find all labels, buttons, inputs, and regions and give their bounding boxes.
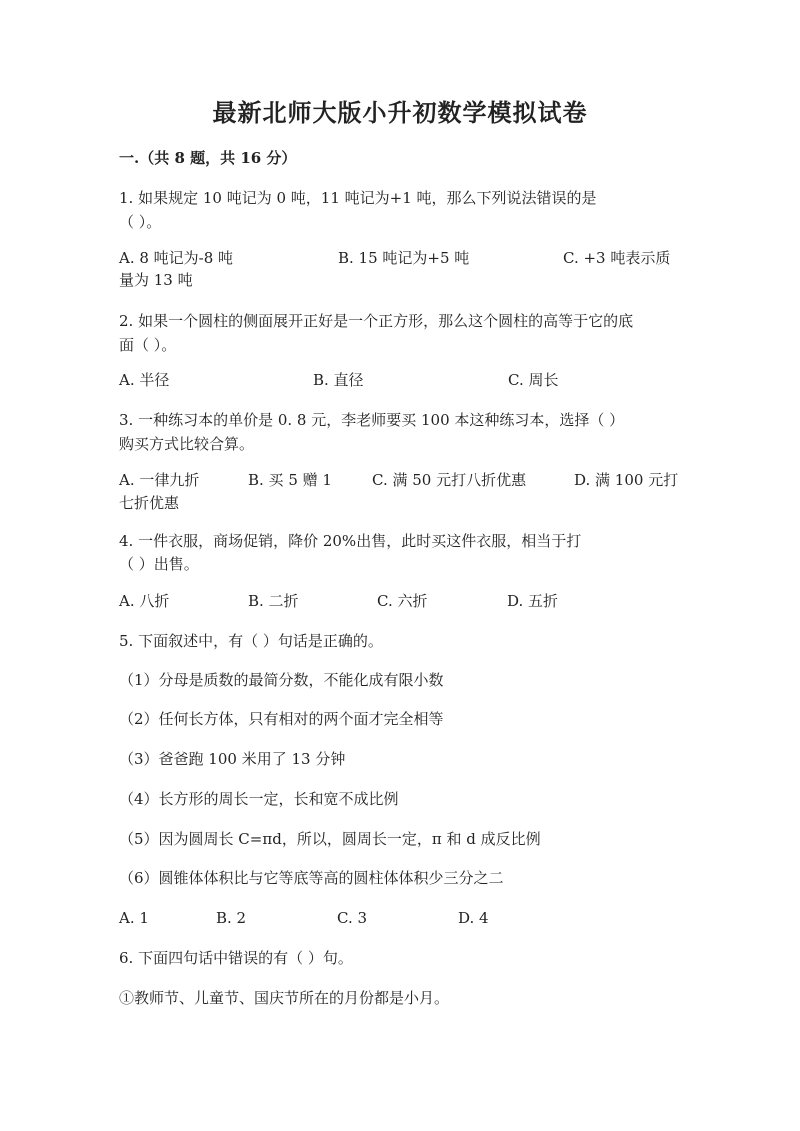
question-2-blank: 面（ ）。 [119,336,177,354]
question-3-option-a: A. 一律九折 [119,471,200,489]
question-5-option-b: B. 2 [216,909,247,927]
question-5-statement-2: （2）任何长方体，只有相对的两个面才完全相等 [119,710,444,728]
question-3-text-continued: 购买方式比较合算。 [119,435,255,453]
question-5-option-a: A. 1 [119,909,149,927]
question-5-statement-6: （6）圆锥体体积比与它等底等高的圆柱体体积少三分之二 [119,869,504,887]
question-5-text: 5. 下面叙述中，有（ ）句话是正确的。 [119,632,383,650]
question-4-blank: （ ）出售。 [119,555,199,573]
question-5-option-d: D. 4 [458,909,489,927]
page-title: 最新北师大版小升初数学模拟试卷 [212,98,588,127]
question-1-option-c-continued: 量为 13 吨 [119,271,193,289]
question-5-statement-3: （3）爸爸跑 100 米用了 13 分钟 [119,750,346,768]
question-4-option-a: A. 八折 [119,592,170,610]
question-5-statement-4: （4）长方形的周长一定，长和宽不成比例 [119,790,399,808]
question-1-text: 1. 如果规定 10 吨记为 0 吨，11 吨记为+1 吨，那么下列说法错误的是 [119,189,597,207]
section-header: 一.（共 8 题，共 16 分） [119,149,297,167]
question-5-statement-5: （5）因为圆周长 C=πd，所以，圆周长一定，π 和 d 成反比例 [119,830,541,848]
question-1-blank: （ ）。 [119,213,162,231]
question-1-option-b: B. 15 吨记为+5 吨 [338,249,470,267]
question-3-option-c: C. 满 50 元打八折优惠 [372,471,527,489]
question-2-option-a: A. 半径 [119,371,170,389]
question-2-option-b: B. 直径 [313,371,364,389]
question-4-option-b: B. 二折 [248,592,299,610]
question-3-text: 3. 一种练习本的单价是 0. 8 元，李老师要买 100 本这种练习本，选择（ ） [119,411,625,429]
question-5-option-c: C. 3 [337,909,368,927]
question-5-statement-1: （1）分母是质数的最简分数，不能化成有限小数 [119,671,444,689]
question-2-text: 2. 如果一个圆柱的侧面展开正好是一个正方形，那么这个圆柱的高等于它的底 [119,312,634,330]
question-1-option-a: A. 8 吨记为-8 吨 [119,249,234,267]
question-3-option-d-continued: 七折优惠 [119,494,180,512]
question-2-option-c: C. 周长 [508,371,559,389]
question-1-option-c: C. +3 吨表示质 [563,249,671,267]
question-3-option-d: D. 满 100 元打 [574,471,679,489]
question-6-text: 6. 下面四句话中错误的有（ ）句。 [119,949,353,967]
question-4-option-d: D. 五折 [507,592,559,610]
question-4-text: 4. 一件衣服，商场促销，降价 20%出售，此时买这件衣服，相当于打 [119,532,582,550]
question-6-statement-1: ①教师节、儿童节、国庆节所在的月份都是小月。 [119,989,450,1007]
question-4-option-c: C. 六折 [377,592,428,610]
question-3-option-b: B. 买 5 赠 1 [248,471,332,489]
